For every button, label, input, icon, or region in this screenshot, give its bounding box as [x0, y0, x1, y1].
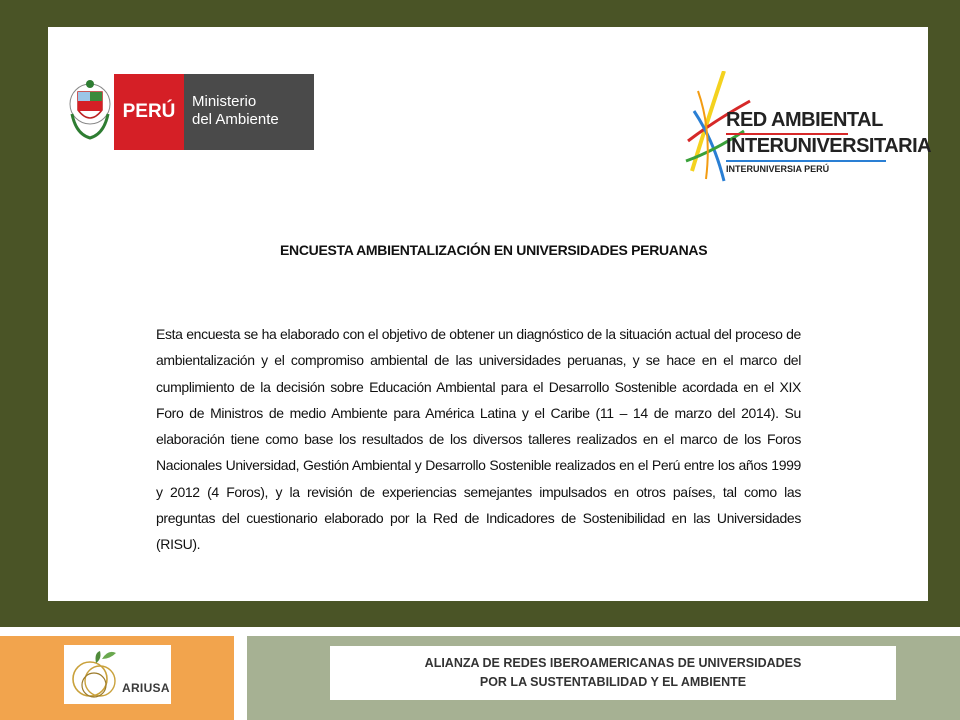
ministry-country-label: PERÚ — [114, 74, 184, 150]
ministry-logo — [68, 74, 313, 150]
network-name-line3: INTERUNIVERSIA PERÚ — [726, 164, 830, 174]
ariusa-logo — [64, 645, 171, 704]
network-name-line1: RED AMBIENTAL — [726, 109, 883, 131]
peru-coat-of-arms-icon — [68, 74, 112, 150]
footer-banner-line2: POR LA SUSTENTABILIDAD Y EL AMBIENTE — [479, 675, 747, 689]
ministry-name — [184, 74, 314, 150]
footer-banner-line1: ALIANZA DE REDES IBEROAMERICANAS DE UNIVERSIDADES — [424, 656, 802, 670]
network-underline-blue — [726, 160, 886, 162]
slide-card — [48, 27, 932, 601]
ministry-name-line1: Ministerio — [192, 93, 257, 110]
ariusa-logo-text: ARIUSA — [122, 681, 170, 695]
document-title: ENCUESTA AMBIENTALIZACIÓN EN UNIVERSIDADES PERUANAS — [280, 242, 708, 258]
ariusa-circles-icon — [66, 645, 126, 704]
document-body: Esta encuesta se ha elaborado con el objetivo de obtener un diagnóstico de la situación actual del proceso de ambientalización y el compromiso ambiental de las universidades peruanas, y se hace en el marco del cumplimiento de la decisión sobre Educación Ambiental para el Desarrollo Sostenible acordada en el XIX Foro de Ministros de medio Ambiente para América Latina y el Caribe (11 – 14 de marzo del 2014). Su elaboración tiene como base los resultados de los diversos talleres realizados en el marco de los Foros Nacionales Universidad, Gestión Ambiental y Desarrollo Sostenible realizados en el Perú entre los años 1999 y 2012 (4 Foros), y la revisión de experiencias semejantes impulsados en otros países, tal como las preguntas del cuestionario elaborado por la Red de Indicadores de Sostenibilidad en las Universidades (RISU). — [156, 326, 801, 553]
ministry-name-line2: del Ambiente — [192, 111, 279, 128]
footer-banner — [330, 646, 896, 700]
network-logo — [684, 71, 932, 186]
network-name-line2: INTERUNIVERSITARIA — [726, 135, 932, 157]
